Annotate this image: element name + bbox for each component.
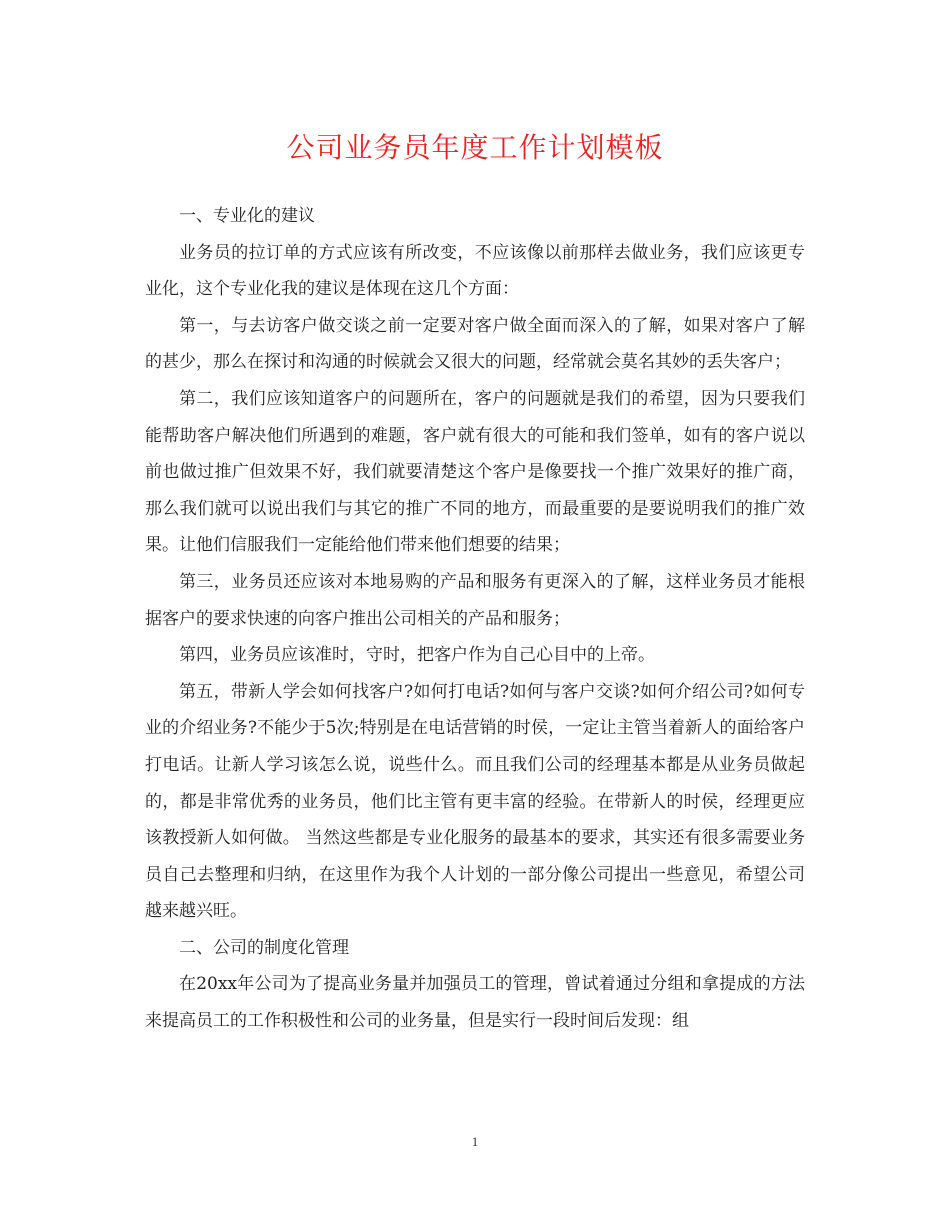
paragraph: 第一，与去访客户做交谈之前一定要对客户做全面而深入的了解，如果对客户了解的甚少，那么在探讨和沟通的时候就会又很大的问题，经常就会莫名其妙的丢失客户； xyxy=(145,315,805,373)
section-heading: 二、公司的制度化管理 xyxy=(179,937,349,958)
document-title: 公司业务员年度工作计划模板 xyxy=(286,131,664,164)
page-number: 1 xyxy=(471,1134,479,1149)
paragraph: 在20xx年公司为了提高业务量并加强员工的管理，曾试着通过分组和拿提成的方法来提高员工的工作积极性和公司的业务量，但是实行一段时间后发现：组 xyxy=(145,974,805,1032)
paragraph: 第五，带新人学会如何找客户?如何打电话?如何与客户交谈?如何介绍公司?如何专业的介绍业务?不能少于5次;特别是在电话营销的时侯，一定让主管当着新人的面给客户打电话。让新人学习该怎么说，说些什么。而且我们公司的经理基本都是从业务员做起的，都是非常优秀的业务员，他们比主管有更丰富的经验。在带新人的时侯，经理更应该教授新人如何做。 当然这些都是专业化服务的最基本的要求，其实还有很多需要业务员自己去整理和归纳，在这里作为我个人计划的一部分像公司提出一些意见，希望公司越来越兴旺。 xyxy=(145,681,805,922)
paragraph: 第二，我们应该知道客户的问题所在，客户的问题就是我们的希望，因为只要我们能帮助客户解决他们所遇到的难题，客户就有很大的可能和我们签单，如有的客户说以前也做过推广但效果不好，我们就要清楚这个客户是像要找一个推广效果好的推广商，那么我们就可以说出我们与其它的推广不同的地方，而最重要的是要说明我们的推广效果。让他们信服我们一定能给他们带来他们想要的结果； xyxy=(145,388,805,556)
paragraph: 第三，业务员还应该对本地易购的产品和服务有更深入的了解，这样业务员才能根据客户的要求快速的向客户推出公司相关的产品和服务； xyxy=(145,571,805,629)
section-heading: 一、专业化的建议 xyxy=(179,206,315,226)
paragraph: 业务员的拉订单的方式应该有所改变，不应该像以前那样去做业务，我们应该更专业化，这个专业化我的建议是体现在这几个方面： xyxy=(145,242,805,300)
paragraph: 第四，业务员应该准时，守时，把客户作为自己心目中的上帝。 xyxy=(179,645,655,666)
document-body xyxy=(145,198,805,1040)
